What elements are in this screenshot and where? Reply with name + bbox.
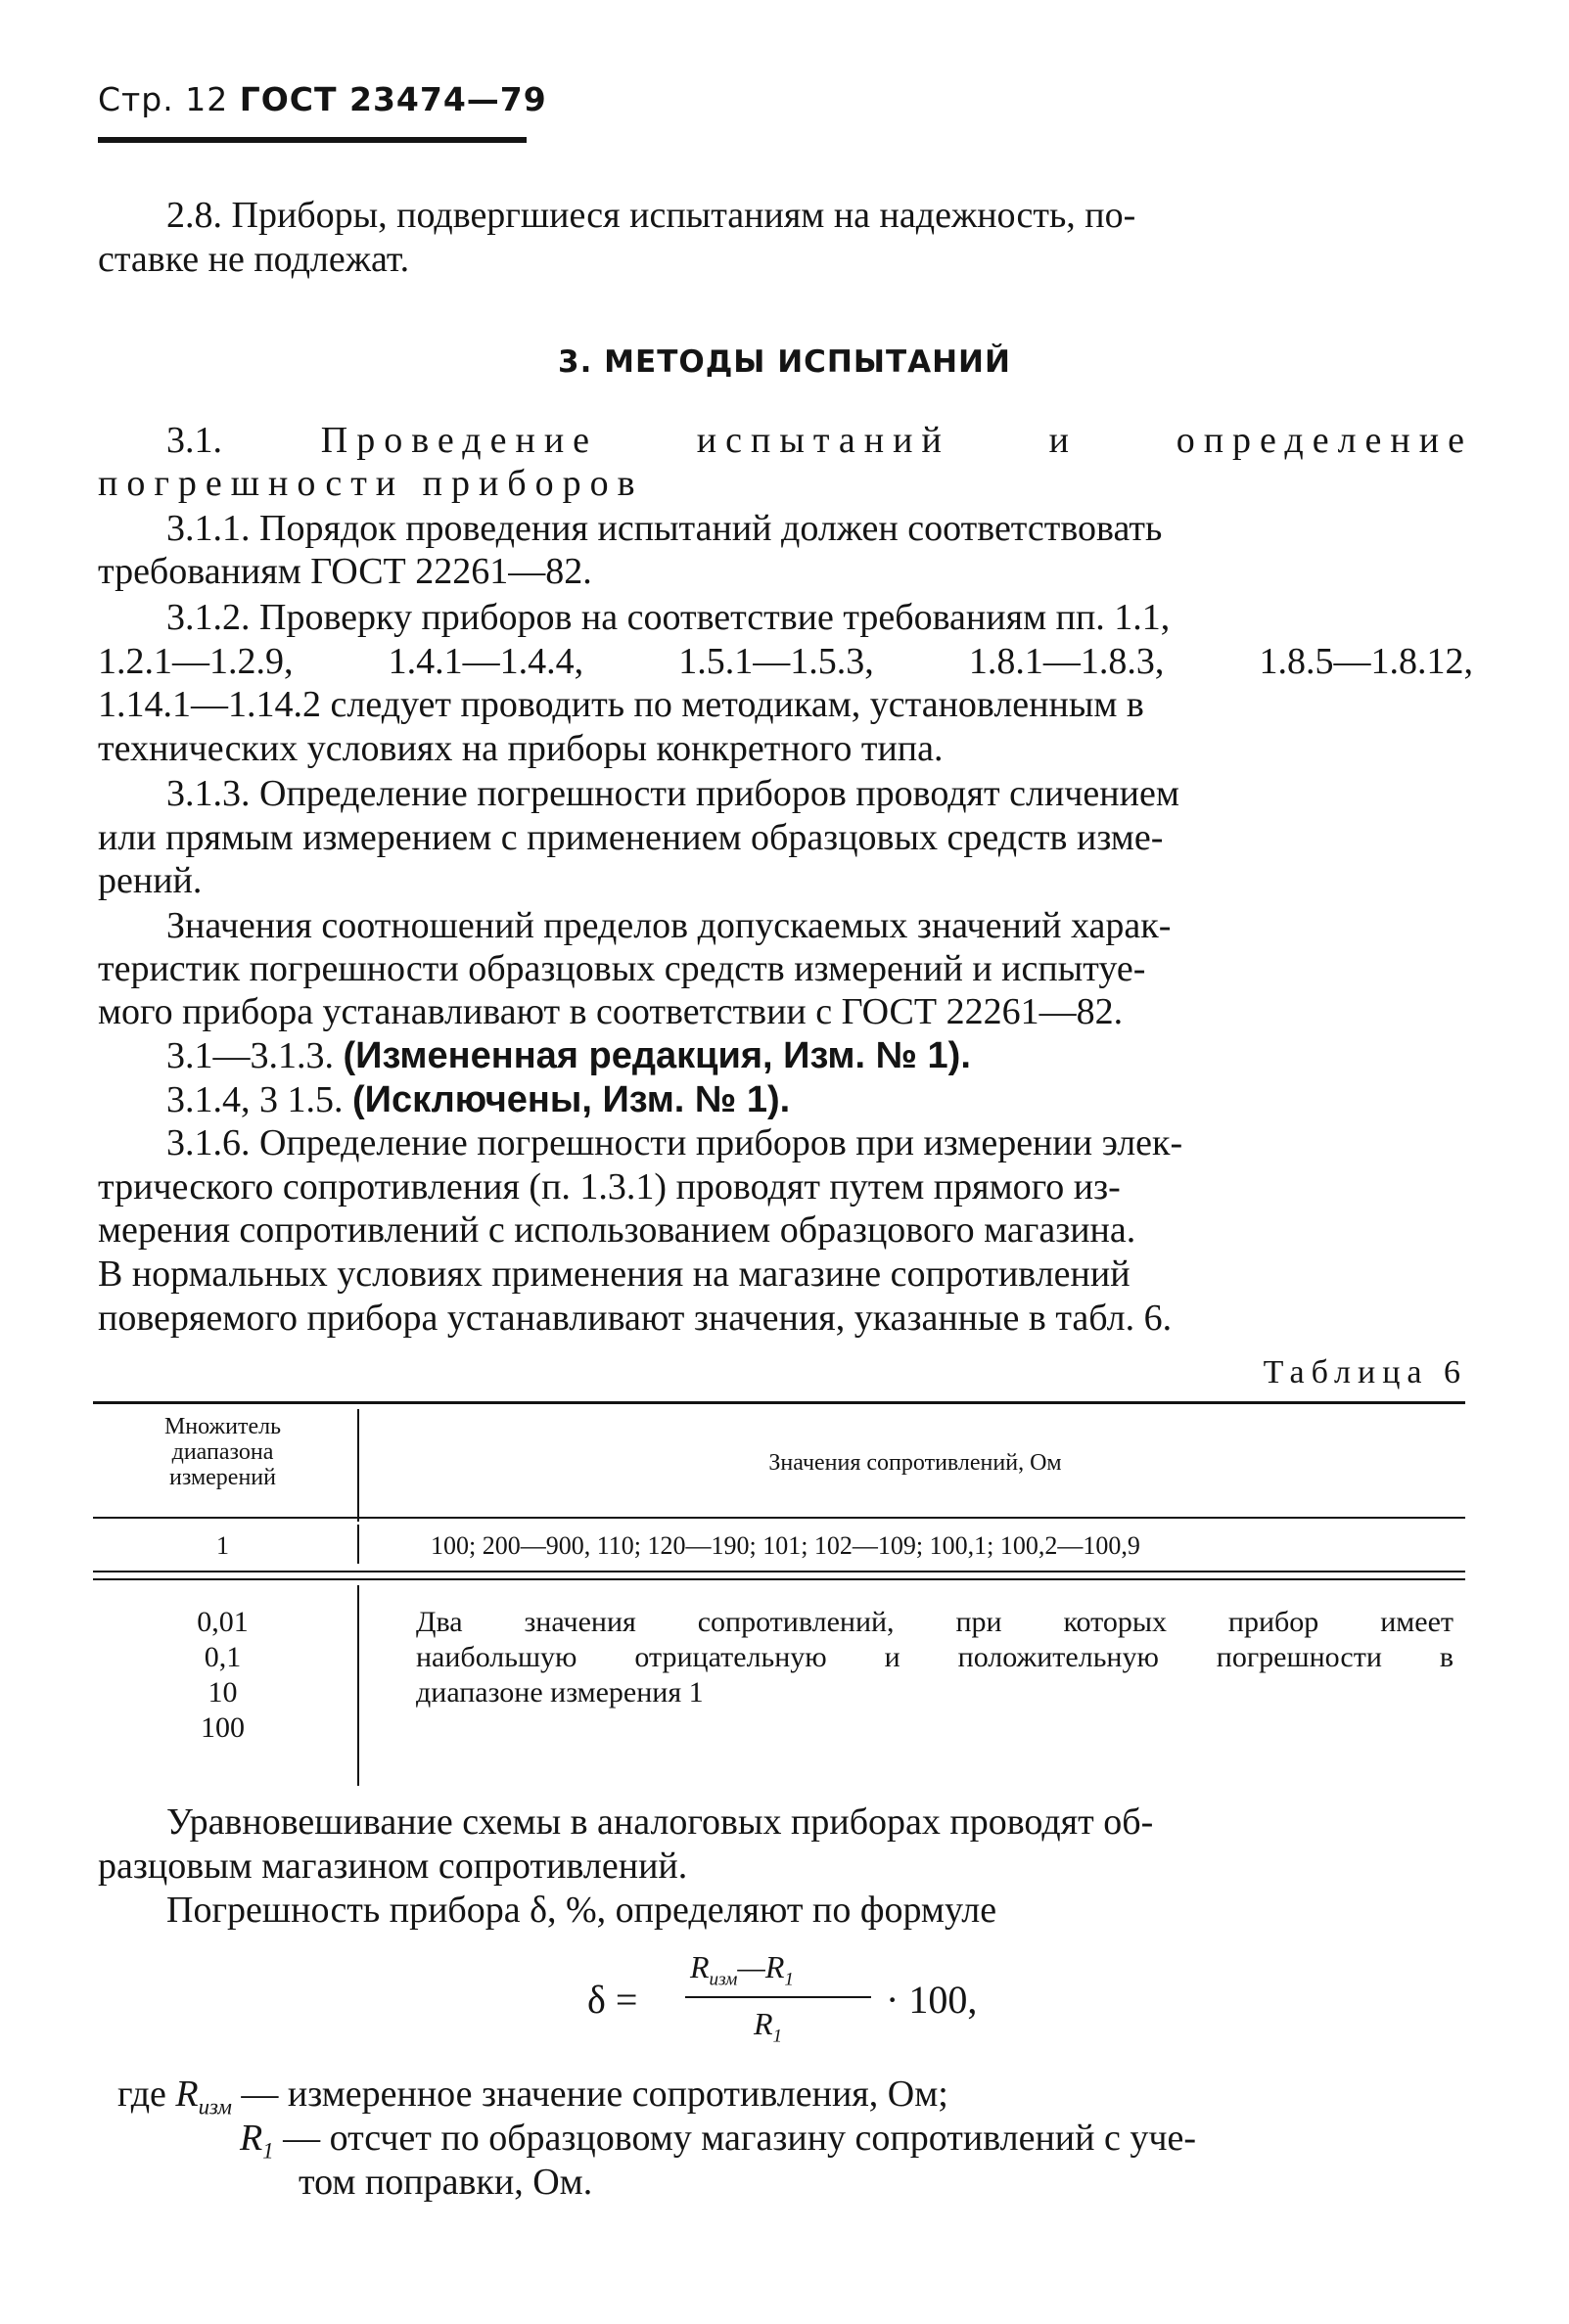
p-error-formula-intro: Погрешность прибора δ, %, определяют по формуле <box>166 1890 997 1931</box>
table-row2-divider <box>357 1585 359 1786</box>
p312-ref-3: 1.5.1—1.5.3, <box>678 641 874 682</box>
p316-line-2: трического сопротивления (п. 1.3.1) проводят путем прямого из- <box>98 1166 1121 1208</box>
p31-word-3: и <box>1048 420 1078 461</box>
p313-line-3: рений. <box>98 860 203 901</box>
p31-word-4: определение <box>1176 420 1473 461</box>
note-excluded <box>166 1078 1537 1122</box>
note-amendment <box>166 1034 1537 1078</box>
p312-line-3: 1.14.1—1.14.2 следует проводить по методикам, установленным в <box>98 684 1144 725</box>
table-header-values: Значения сопротивлений, Ом <box>768 1450 1062 1476</box>
p313b-line-1: Значения соотношений пределов допускаемых значений харак- <box>166 905 1172 946</box>
note-amendment-ref: 3.1—3.1.3. <box>166 1035 334 1076</box>
p313-line-2: или прямым измерением с применением образцовых средств изме- <box>98 817 1164 858</box>
p312-ref-2: 1.4.1—1.4.4, <box>388 641 584 682</box>
page-label: Стр. 12 <box>98 80 229 118</box>
table-row1-divider <box>357 1525 359 1564</box>
formula-fraction-bar <box>685 1996 871 1998</box>
p31-line-2: погрешности приборов <box>98 463 644 504</box>
formula-denominator: $R_1$ <box>754 2006 783 2047</box>
table-row2-multipliers: 0,01 0,1 10 100 <box>197 1606 249 1744</box>
p28-line-1: 2.8. Приборы, подвергшиеся испытаниям на надежность, по- <box>166 195 1136 236</box>
table-row1-multiplier: 1 <box>216 1531 229 1560</box>
table-caption: Таблица 6 <box>1263 1354 1467 1390</box>
p311-line-1: 3.1.1. Порядок проведения испытаний должен соответствовать <box>166 508 1163 549</box>
p316-line-3: мерения сопротивлений с использованием образцового магазина. <box>98 1209 1136 1251</box>
where-line-3: том поправки, Ом. <box>299 2162 593 2203</box>
table-header-rule <box>93 1517 1465 1519</box>
page-header <box>98 80 547 118</box>
p312-line-4: технических условиях на приборы конкретного типа. <box>98 728 944 769</box>
where-symbol-2: $R_1$ <box>240 2118 274 2164</box>
note-excluded-ref: 3.1.4, 3 1.5. <box>166 1079 344 1120</box>
p31-num: 3.1. <box>166 420 222 461</box>
p313b-line-3: мого прибора устанавливают в соответствии с ГОСТ 22261—82. <box>98 991 1124 1032</box>
table-header-divider <box>357 1409 359 1522</box>
where-definition-2: — отсчет по образцовому магазину сопротивлений с уче- <box>283 2118 1196 2159</box>
p312-ref-4: 1.8.1—1.8.3, <box>968 641 1165 682</box>
table-top-rule <box>93 1401 1465 1404</box>
table-row2-text: Два значения сопротивлений, при которых прибор имеет наибольшую отрицательную и положительную погрешности в диапазоне измерения 1 <box>416 1606 1454 1709</box>
table-double-rule-1 <box>93 1571 1465 1572</box>
formula-lhs: δ = <box>587 1978 638 2022</box>
p311-line-2: требованиям ГОСТ 22261—82. <box>98 551 592 592</box>
p316-line-1: 3.1.6. Определение погрешности приборов при измерении элек- <box>166 1122 1183 1163</box>
note-excluded-text: (Исключены, Изм. № 1). <box>352 1079 791 1120</box>
p28-line-2: ставке не подлежат. <box>98 239 410 280</box>
p31-word-2: испытаний <box>696 420 950 461</box>
p312-line-2 <box>98 640 1473 684</box>
standard-number: ГОСТ 23474—79 <box>239 80 547 118</box>
where-label: где <box>117 2073 166 2115</box>
where-symbol-1: $R_{изм}$ <box>175 2073 232 2119</box>
p316-line-5: поверяемого прибора устанавливают значения, указанные в табл. 6. <box>98 1298 1173 1339</box>
p313-line-1: 3.1.3. Определение погрешности приборов проводят сличением <box>166 773 1179 814</box>
p31-word-1: Проведение <box>320 420 599 461</box>
p-balance-line-1: Уравновешивание схемы в аналоговых приборах проводят об- <box>166 1801 1154 1843</box>
note-amendment-text: (Измененная редакция, Изм. № 1). <box>343 1035 971 1076</box>
p313b-line-2: теристик погрешности образцовых средств измерений и испытуе- <box>98 948 1146 989</box>
where-definition-1: — измеренное значение сопротивления, Ом; <box>241 2073 948 2115</box>
p-balance-line-2: разцовым магазином сопротивлений. <box>98 1846 688 1887</box>
p316-line-4: В нормальных условиях применения на магазине сопротивлений <box>98 1253 1131 1295</box>
p312-ref-5: 1.8.5—1.8.12, <box>1259 641 1473 682</box>
p312-ref-1: 1.2.1—1.2.9, <box>98 641 294 682</box>
table-double-rule-2 <box>93 1578 1465 1580</box>
section-title: 3. МЕТОДЫ ИСПЫТАНИЙ <box>558 344 1011 380</box>
p31-heading <box>166 419 1473 463</box>
table-header-multiplier: Множитель диапазона измерений <box>163 1414 282 1490</box>
formula-numerator: $R_{изм}—R_1$ <box>690 1949 794 1990</box>
header-rule <box>98 137 527 143</box>
formula-rhs: · 100, <box>886 1978 978 2022</box>
table-row1-values: 100; 200—900, 110; 120—190; 101; 102—109; 100,1; 100,2—100,9 <box>431 1531 1140 1560</box>
p312-line-1: 3.1.2. Проверку приборов на соответствие требованиям пп. 1.1, <box>166 597 1171 638</box>
